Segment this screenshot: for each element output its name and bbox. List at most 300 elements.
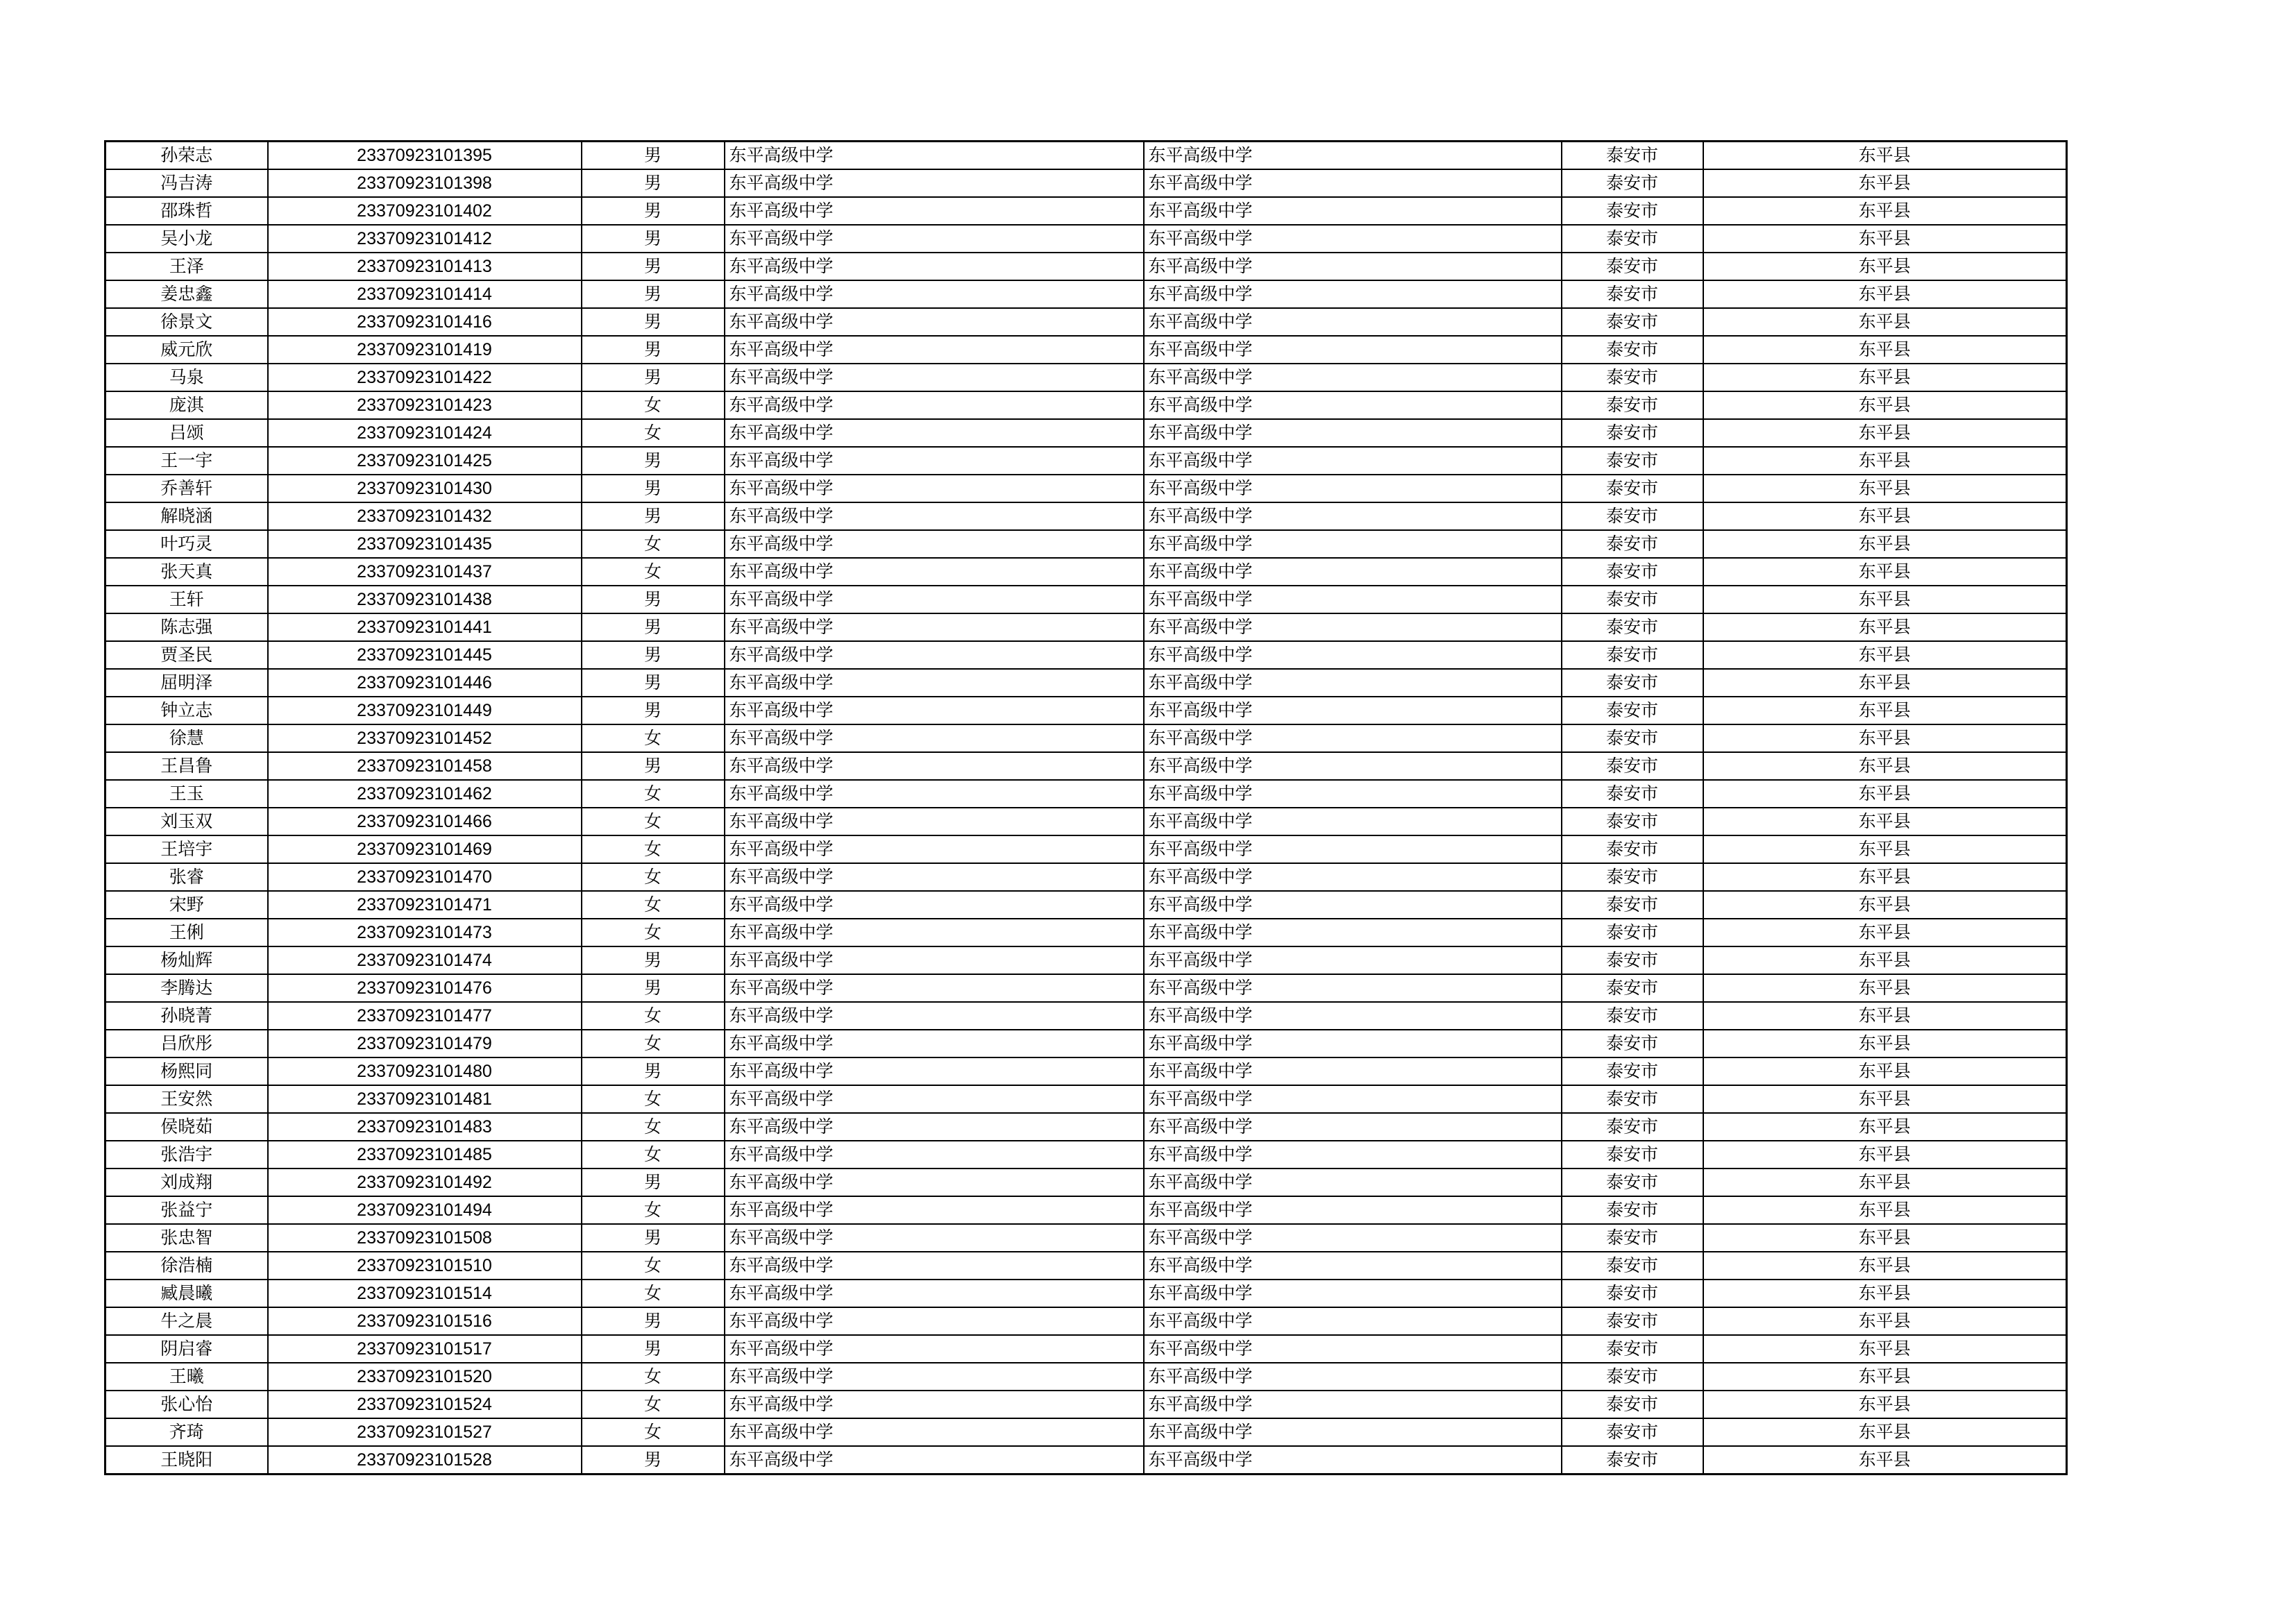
county-name-cell: 东平县 — [1703, 1418, 2067, 1446]
exam-id-cell: 23370923101462 — [268, 780, 582, 808]
table-row — [105, 1280, 2067, 1307]
city-name-cell: 泰安市 — [1562, 919, 1703, 946]
county-name-cell: 东平县 — [1703, 780, 2067, 808]
county-name-cell: 东平县 — [1703, 1307, 2067, 1335]
student-name-cell: 姜忠鑫 — [105, 280, 268, 308]
admit-school-name-cell: 东平高级中学 — [1144, 1391, 1562, 1418]
county-name-cell: 东平县 — [1703, 280, 2067, 308]
table-row — [105, 447, 2067, 475]
student-name-cell: 张忠智 — [105, 1224, 268, 1252]
table-row — [105, 863, 2067, 891]
city-name-cell: 泰安市 — [1562, 280, 1703, 308]
gender-cell: 男 — [582, 280, 725, 308]
admit-school-name-cell: 东平高级中学 — [1144, 586, 1562, 613]
exam-id-cell: 23370923101422 — [268, 364, 582, 391]
city-name-cell: 泰安市 — [1562, 1224, 1703, 1252]
county-name-cell: 东平县 — [1703, 1141, 2067, 1169]
school-name-cell: 东平高级中学 — [725, 641, 1144, 669]
city-name-cell: 泰安市 — [1562, 530, 1703, 558]
school-name-cell: 东平高级中学 — [725, 169, 1144, 197]
exam-id-cell: 23370923101419 — [268, 336, 582, 364]
table-row — [105, 891, 2067, 919]
gender-cell: 男 — [582, 197, 725, 225]
student-name-cell: 宋野 — [105, 891, 268, 919]
table-row — [105, 391, 2067, 419]
table-row — [105, 1113, 2067, 1141]
school-name-cell: 东平高级中学 — [725, 697, 1144, 724]
gender-cell: 女 — [582, 1418, 725, 1446]
table-row — [105, 1335, 2067, 1363]
city-name-cell: 泰安市 — [1562, 1307, 1703, 1335]
admit-school-name-cell: 东平高级中学 — [1144, 1363, 1562, 1391]
exam-id-cell: 23370923101483 — [268, 1113, 582, 1141]
county-name-cell: 东平县 — [1703, 724, 2067, 752]
student-name-cell: 吴小龙 — [105, 225, 268, 253]
county-name-cell: 东平县 — [1703, 835, 2067, 863]
gender-cell: 女 — [582, 1113, 725, 1141]
exam-id-cell: 23370923101449 — [268, 697, 582, 724]
student-name-cell: 齐琦 — [105, 1418, 268, 1446]
school-name-cell: 东平高级中学 — [725, 364, 1144, 391]
county-name-cell: 东平县 — [1703, 336, 2067, 364]
county-name-cell: 东平县 — [1703, 391, 2067, 419]
school-name-cell: 东平高级中学 — [725, 1196, 1144, 1224]
school-name-cell: 东平高级中学 — [725, 530, 1144, 558]
admit-school-name-cell: 东平高级中学 — [1144, 1141, 1562, 1169]
school-name-cell: 东平高级中学 — [725, 808, 1144, 835]
county-name-cell: 东平县 — [1703, 142, 2067, 170]
city-name-cell: 泰安市 — [1562, 641, 1703, 669]
school-name-cell: 东平高级中学 — [725, 919, 1144, 946]
gender-cell: 女 — [582, 1363, 725, 1391]
student-name-cell: 王轩 — [105, 586, 268, 613]
admit-school-name-cell: 东平高级中学 — [1144, 447, 1562, 475]
student-name-cell: 邵珠哲 — [105, 197, 268, 225]
city-name-cell: 泰安市 — [1562, 1169, 1703, 1196]
school-name-cell: 东平高级中学 — [725, 1363, 1144, 1391]
exam-id-cell: 23370923101476 — [268, 974, 582, 1002]
admit-school-name-cell: 东平高级中学 — [1144, 1002, 1562, 1030]
table-row — [105, 1418, 2067, 1446]
gender-cell: 男 — [582, 1307, 725, 1335]
student-name-cell: 吕欣彤 — [105, 1030, 268, 1057]
exam-id-cell: 23370923101412 — [268, 225, 582, 253]
school-name-cell: 东平高级中学 — [725, 1418, 1144, 1446]
school-name-cell: 东平高级中学 — [725, 336, 1144, 364]
city-name-cell: 泰安市 — [1562, 447, 1703, 475]
county-name-cell: 东平县 — [1703, 863, 2067, 891]
school-name-cell: 东平高级中学 — [725, 197, 1144, 225]
admit-school-name-cell: 东平高级中学 — [1144, 1418, 1562, 1446]
admit-school-name-cell: 东平高级中学 — [1144, 530, 1562, 558]
exam-id-cell: 23370923101528 — [268, 1446, 582, 1475]
gender-cell: 女 — [582, 1252, 725, 1280]
gender-cell: 男 — [582, 752, 725, 780]
county-name-cell: 东平县 — [1703, 891, 2067, 919]
county-name-cell: 东平县 — [1703, 475, 2067, 502]
gender-cell: 男 — [582, 253, 725, 280]
gender-cell: 男 — [582, 1057, 725, 1085]
county-name-cell: 东平县 — [1703, 530, 2067, 558]
table-row — [105, 1085, 2067, 1113]
student-name-cell: 张天真 — [105, 558, 268, 586]
table-row — [105, 419, 2067, 447]
gender-cell: 女 — [582, 1030, 725, 1057]
county-name-cell: 东平县 — [1703, 169, 2067, 197]
exam-id-cell: 23370923101520 — [268, 1363, 582, 1391]
county-name-cell: 东平县 — [1703, 419, 2067, 447]
city-name-cell: 泰安市 — [1562, 586, 1703, 613]
county-name-cell: 东平县 — [1703, 1391, 2067, 1418]
admit-school-name-cell: 东平高级中学 — [1144, 197, 1562, 225]
school-name-cell: 东平高级中学 — [725, 280, 1144, 308]
exam-id-cell: 23370923101445 — [268, 641, 582, 669]
gender-cell: 女 — [582, 780, 725, 808]
gender-cell: 男 — [582, 336, 725, 364]
city-name-cell: 泰安市 — [1562, 502, 1703, 530]
city-name-cell: 泰安市 — [1562, 169, 1703, 197]
city-name-cell: 泰安市 — [1562, 1030, 1703, 1057]
table-row — [105, 225, 2067, 253]
school-name-cell: 东平高级中学 — [725, 502, 1144, 530]
gender-cell: 女 — [582, 835, 725, 863]
city-name-cell: 泰安市 — [1562, 724, 1703, 752]
gender-cell: 女 — [582, 1391, 725, 1418]
school-name-cell: 东平高级中学 — [725, 1057, 1144, 1085]
school-name-cell: 东平高级中学 — [725, 447, 1144, 475]
student-name-cell: 张浩宇 — [105, 1141, 268, 1169]
county-name-cell: 东平县 — [1703, 1002, 2067, 1030]
school-name-cell: 东平高级中学 — [725, 1335, 1144, 1363]
student-name-cell: 刘成翔 — [105, 1169, 268, 1196]
school-name-cell: 东平高级中学 — [725, 1141, 1144, 1169]
admit-school-name-cell: 东平高级中学 — [1144, 863, 1562, 891]
city-name-cell: 泰安市 — [1562, 1280, 1703, 1307]
student-name-cell: 陈志强 — [105, 613, 268, 641]
exam-id-cell: 23370923101514 — [268, 1280, 582, 1307]
exam-id-cell: 23370923101474 — [268, 946, 582, 974]
admit-school-name-cell: 东平高级中学 — [1144, 364, 1562, 391]
school-name-cell: 东平高级中学 — [725, 974, 1144, 1002]
gender-cell: 女 — [582, 558, 725, 586]
student-name-cell: 庞淇 — [105, 391, 268, 419]
school-name-cell: 东平高级中学 — [725, 835, 1144, 863]
exam-id-cell: 23370923101479 — [268, 1030, 582, 1057]
exam-id-cell: 23370923101430 — [268, 475, 582, 502]
gender-cell: 男 — [582, 1169, 725, 1196]
gender-cell: 男 — [582, 641, 725, 669]
gender-cell: 男 — [582, 447, 725, 475]
county-name-cell: 东平县 — [1703, 1057, 2067, 1085]
city-name-cell: 泰安市 — [1562, 308, 1703, 336]
school-name-cell: 东平高级中学 — [725, 419, 1144, 447]
school-name-cell: 东平高级中学 — [725, 1307, 1144, 1335]
student-name-cell: 徐慧 — [105, 724, 268, 752]
city-name-cell: 泰安市 — [1562, 558, 1703, 586]
table-row — [105, 1307, 2067, 1335]
student-name-cell: 臧晨曦 — [105, 1280, 268, 1307]
admit-school-name-cell: 东平高级中学 — [1144, 308, 1562, 336]
city-name-cell: 泰安市 — [1562, 1085, 1703, 1113]
exam-id-cell: 23370923101458 — [268, 752, 582, 780]
table-row — [105, 974, 2067, 1002]
school-name-cell: 东平高级中学 — [725, 1002, 1144, 1030]
city-name-cell: 泰安市 — [1562, 225, 1703, 253]
admit-school-name-cell: 东平高级中学 — [1144, 253, 1562, 280]
student-name-cell: 王玉 — [105, 780, 268, 808]
student-name-cell: 徐景文 — [105, 308, 268, 336]
school-name-cell: 东平高级中学 — [725, 586, 1144, 613]
exam-id-cell: 23370923101470 — [268, 863, 582, 891]
table-row — [105, 280, 2067, 308]
table-row — [105, 1002, 2067, 1030]
school-name-cell: 东平高级中学 — [725, 225, 1144, 253]
table-row — [105, 1057, 2067, 1085]
table-row — [105, 530, 2067, 558]
exam-id-cell: 23370923101424 — [268, 419, 582, 447]
table-row — [105, 253, 2067, 280]
county-name-cell: 东平县 — [1703, 1280, 2067, 1307]
county-name-cell: 东平县 — [1703, 502, 2067, 530]
county-name-cell: 东平县 — [1703, 974, 2067, 1002]
gender-cell: 男 — [582, 308, 725, 336]
gender-cell: 女 — [582, 863, 725, 891]
admit-school-name-cell: 东平高级中学 — [1144, 225, 1562, 253]
gender-cell: 男 — [582, 142, 725, 170]
student-name-cell: 王曦 — [105, 1363, 268, 1391]
city-name-cell: 泰安市 — [1562, 1446, 1703, 1475]
table-row — [105, 1224, 2067, 1252]
school-name-cell: 东平高级中学 — [725, 558, 1144, 586]
gender-cell: 女 — [582, 1141, 725, 1169]
student-name-cell: 解晓涵 — [105, 502, 268, 530]
admit-school-name-cell: 东平高级中学 — [1144, 919, 1562, 946]
gender-cell: 男 — [582, 475, 725, 502]
student-name-cell: 王培宇 — [105, 835, 268, 863]
admit-school-name-cell: 东平高级中学 — [1144, 336, 1562, 364]
table-row — [105, 364, 2067, 391]
county-name-cell: 东平县 — [1703, 808, 2067, 835]
gender-cell: 女 — [582, 919, 725, 946]
exam-id-cell: 23370923101477 — [268, 1002, 582, 1030]
county-name-cell: 东平县 — [1703, 946, 2067, 974]
table-row — [105, 808, 2067, 835]
admit-school-name-cell: 东平高级中学 — [1144, 1307, 1562, 1335]
county-name-cell: 东平县 — [1703, 1252, 2067, 1280]
gender-cell: 女 — [582, 1280, 725, 1307]
student-name-cell: 马泉 — [105, 364, 268, 391]
exam-id-cell: 23370923101446 — [268, 669, 582, 697]
admit-school-name-cell: 东平高级中学 — [1144, 946, 1562, 974]
admit-school-name-cell: 东平高级中学 — [1144, 697, 1562, 724]
city-name-cell: 泰安市 — [1562, 974, 1703, 1002]
school-name-cell: 东平高级中学 — [725, 308, 1144, 336]
table-row — [105, 1030, 2067, 1057]
school-name-cell: 东平高级中学 — [725, 669, 1144, 697]
city-name-cell: 泰安市 — [1562, 1252, 1703, 1280]
school-name-cell: 东平高级中学 — [725, 1085, 1144, 1113]
table-row — [105, 752, 2067, 780]
county-name-cell: 东平县 — [1703, 1113, 2067, 1141]
county-name-cell: 东平县 — [1703, 1446, 2067, 1475]
exam-id-cell: 23370923101527 — [268, 1418, 582, 1446]
city-name-cell: 泰安市 — [1562, 808, 1703, 835]
student-name-cell: 孙荣志 — [105, 142, 268, 170]
student-name-cell: 李腾达 — [105, 974, 268, 1002]
school-name-cell: 东平高级中学 — [725, 1280, 1144, 1307]
student-name-cell: 刘玉双 — [105, 808, 268, 835]
admit-school-name-cell: 东平高级中学 — [1144, 974, 1562, 1002]
student-name-cell: 王泽 — [105, 253, 268, 280]
gender-cell: 男 — [582, 1335, 725, 1363]
exam-id-cell: 23370923101494 — [268, 1196, 582, 1224]
city-name-cell: 泰安市 — [1562, 1057, 1703, 1085]
admit-school-name-cell: 东平高级中学 — [1144, 419, 1562, 447]
exam-id-cell: 23370923101481 — [268, 1085, 582, 1113]
table-row — [105, 835, 2067, 863]
exam-id-cell: 23370923101508 — [268, 1224, 582, 1252]
exam-id-cell: 23370923101524 — [268, 1391, 582, 1418]
admit-school-name-cell: 东平高级中学 — [1144, 169, 1562, 197]
gender-cell: 男 — [582, 225, 725, 253]
exam-id-cell: 23370923101414 — [268, 280, 582, 308]
exam-id-cell: 23370923101437 — [268, 558, 582, 586]
student-name-cell: 贾圣民 — [105, 641, 268, 669]
school-name-cell: 东平高级中学 — [725, 724, 1144, 752]
school-name-cell: 东平高级中学 — [725, 946, 1144, 974]
student-name-cell: 徐浩楠 — [105, 1252, 268, 1280]
city-name-cell: 泰安市 — [1562, 391, 1703, 419]
school-name-cell: 东平高级中学 — [725, 1224, 1144, 1252]
admit-school-name-cell: 东平高级中学 — [1144, 1196, 1562, 1224]
student-name-cell: 张益宁 — [105, 1196, 268, 1224]
table-row — [105, 919, 2067, 946]
table-row — [105, 586, 2067, 613]
student-name-cell: 牛之晨 — [105, 1307, 268, 1335]
school-name-cell: 东平高级中学 — [725, 863, 1144, 891]
student-name-cell: 杨熙同 — [105, 1057, 268, 1085]
student-name-cell: 吕颂 — [105, 419, 268, 447]
county-name-cell: 东平县 — [1703, 1335, 2067, 1363]
county-name-cell: 东平县 — [1703, 1085, 2067, 1113]
admit-school-name-cell: 东平高级中学 — [1144, 752, 1562, 780]
admit-school-name-cell: 东平高级中学 — [1144, 142, 1562, 170]
city-name-cell: 泰安市 — [1562, 891, 1703, 919]
county-name-cell: 东平县 — [1703, 586, 2067, 613]
student-name-cell: 钟立志 — [105, 697, 268, 724]
exam-id-cell: 23370923101473 — [268, 919, 582, 946]
student-name-cell: 叶巧灵 — [105, 530, 268, 558]
student-name-cell: 张心怡 — [105, 1391, 268, 1418]
exam-id-cell: 23370923101492 — [268, 1169, 582, 1196]
table-row — [105, 502, 2067, 530]
exam-id-cell: 23370923101395 — [268, 142, 582, 170]
table-row — [105, 641, 2067, 669]
gender-cell: 男 — [582, 974, 725, 1002]
school-name-cell: 东平高级中学 — [725, 142, 1144, 170]
gender-cell: 男 — [582, 169, 725, 197]
admit-school-name-cell: 东平高级中学 — [1144, 1169, 1562, 1196]
table-row — [105, 1391, 2067, 1418]
student-name-cell: 张睿 — [105, 863, 268, 891]
table-row — [105, 308, 2067, 336]
city-name-cell: 泰安市 — [1562, 475, 1703, 502]
exam-id-cell: 23370923101517 — [268, 1335, 582, 1363]
gender-cell: 男 — [582, 946, 725, 974]
student-name-cell: 阴启睿 — [105, 1335, 268, 1363]
school-name-cell: 东平高级中学 — [725, 1030, 1144, 1057]
exam-id-cell: 23370923101425 — [268, 447, 582, 475]
table-row — [105, 697, 2067, 724]
school-name-cell: 东平高级中学 — [725, 1113, 1144, 1141]
exam-id-cell: 23370923101452 — [268, 724, 582, 752]
city-name-cell: 泰安市 — [1562, 336, 1703, 364]
table-row — [105, 142, 2067, 170]
gender-cell: 男 — [582, 669, 725, 697]
table-row — [105, 1363, 2067, 1391]
city-name-cell: 泰安市 — [1562, 752, 1703, 780]
city-name-cell: 泰安市 — [1562, 946, 1703, 974]
student-name-cell: 乔善轩 — [105, 475, 268, 502]
table-row — [105, 197, 2067, 225]
city-name-cell: 泰安市 — [1562, 1113, 1703, 1141]
admit-school-name-cell: 东平高级中学 — [1144, 780, 1562, 808]
admit-school-name-cell: 东平高级中学 — [1144, 1280, 1562, 1307]
student-name-cell: 王安然 — [105, 1085, 268, 1113]
table-row — [105, 475, 2067, 502]
student-name-cell: 冯吉涛 — [105, 169, 268, 197]
school-name-cell: 东平高级中学 — [725, 1446, 1144, 1475]
county-name-cell: 东平县 — [1703, 1169, 2067, 1196]
table-row — [105, 724, 2067, 752]
exam-id-cell: 23370923101423 — [268, 391, 582, 419]
gender-cell: 女 — [582, 808, 725, 835]
city-name-cell: 泰安市 — [1562, 419, 1703, 447]
city-name-cell: 泰安市 — [1562, 1418, 1703, 1446]
table-row — [105, 1446, 2067, 1475]
admit-school-name-cell: 东平高级中学 — [1144, 613, 1562, 641]
table-row — [105, 169, 2067, 197]
school-name-cell: 东平高级中学 — [725, 391, 1144, 419]
city-name-cell: 泰安市 — [1562, 613, 1703, 641]
county-name-cell: 东平县 — [1703, 1224, 2067, 1252]
admit-school-name-cell: 东平高级中学 — [1144, 891, 1562, 919]
admit-school-name-cell: 东平高级中学 — [1144, 808, 1562, 835]
table-row — [105, 946, 2067, 974]
city-name-cell: 泰安市 — [1562, 697, 1703, 724]
gender-cell: 女 — [582, 1196, 725, 1224]
gender-cell: 女 — [582, 724, 725, 752]
table-row — [105, 1252, 2067, 1280]
student-name-cell: 王昌鲁 — [105, 752, 268, 780]
student-name-cell: 屈明泽 — [105, 669, 268, 697]
county-name-cell: 东平县 — [1703, 752, 2067, 780]
student-name-cell: 王一宇 — [105, 447, 268, 475]
admit-school-name-cell: 东平高级中学 — [1144, 1057, 1562, 1085]
admit-school-name-cell: 东平高级中学 — [1144, 1113, 1562, 1141]
county-name-cell: 东平县 — [1703, 364, 2067, 391]
gender-cell: 男 — [582, 502, 725, 530]
city-name-cell: 泰安市 — [1562, 863, 1703, 891]
gender-cell: 女 — [582, 891, 725, 919]
gender-cell: 男 — [582, 1224, 725, 1252]
admit-school-name-cell: 东平高级中学 — [1144, 1446, 1562, 1475]
exam-id-cell: 23370923101516 — [268, 1307, 582, 1335]
city-name-cell: 泰安市 — [1562, 1391, 1703, 1418]
county-name-cell: 东平县 — [1703, 669, 2067, 697]
admit-school-name-cell: 东平高级中学 — [1144, 502, 1562, 530]
school-name-cell: 东平高级中学 — [725, 752, 1144, 780]
